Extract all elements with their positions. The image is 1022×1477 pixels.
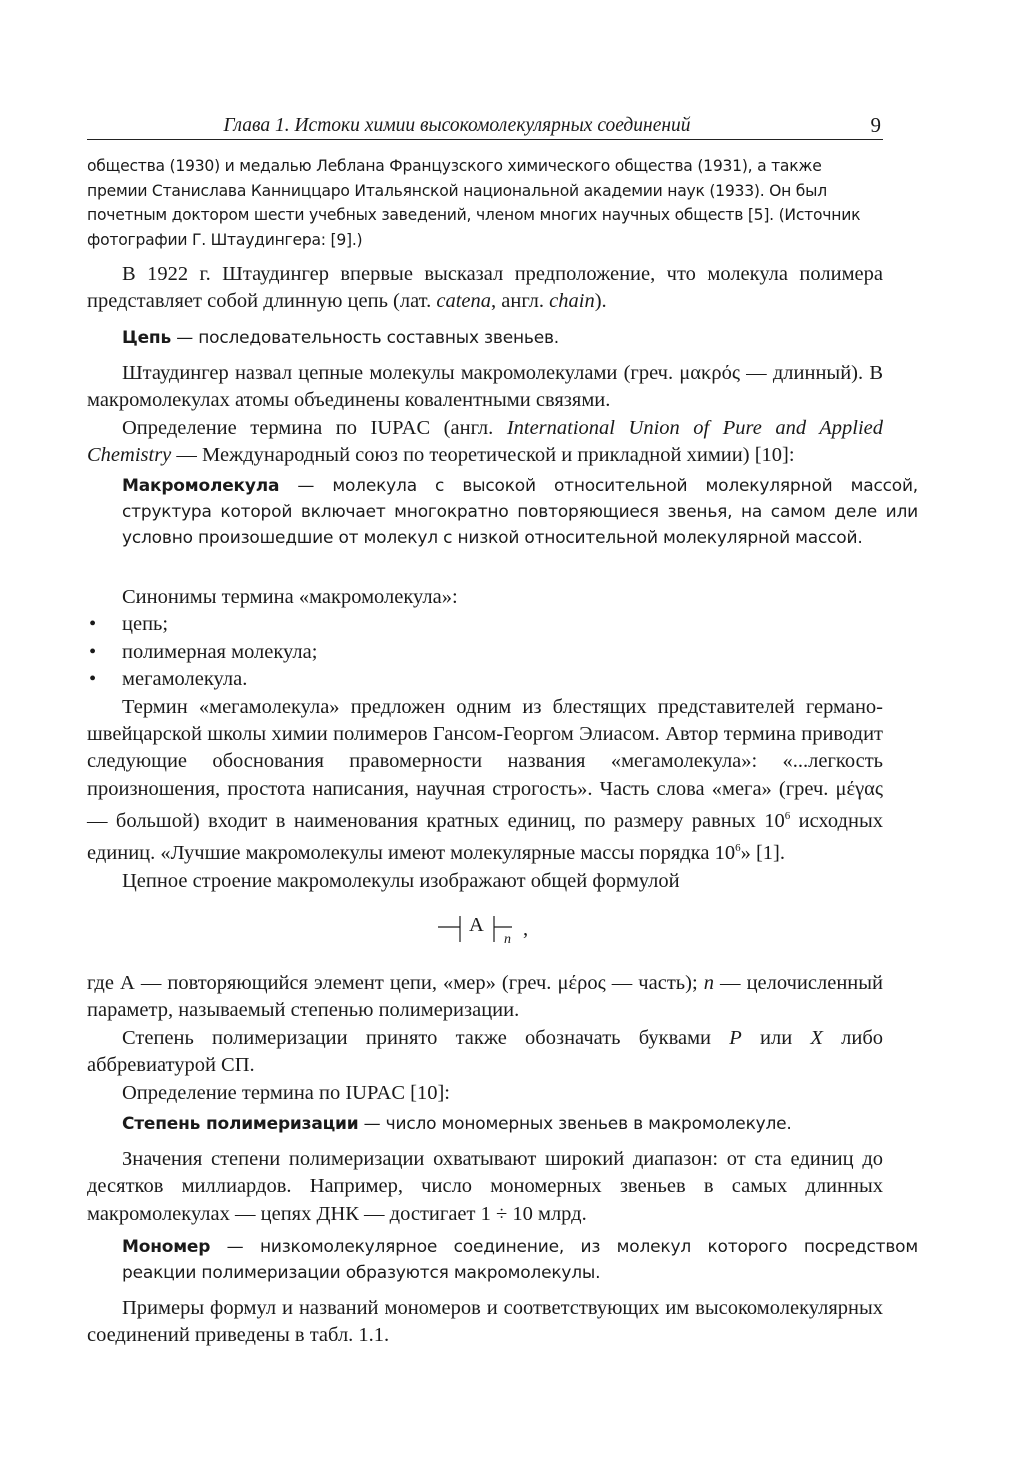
synonyms-list [87,611,883,693]
caption-line: общества (1930) и медалью Леблана Французского химического общества (1931), а также [87,157,822,175]
paragraph-5: Цепное строение макромолекулы изображают общей формулой [122,869,680,892]
formula-unit: A [469,914,484,936]
definition-chain: Цепь — последовательность составных звеньев. [122,328,559,348]
paragraph-1: В 1922 г. Штаудингер впервые высказал предположение, что молекула полимера представляет собой длинную цепь (лат. catena, англ. chain). [87,263,883,313]
term: Мономер [122,1237,211,1257]
definition-monomer: Мономер — низкомолекулярное соединение, из молекул которого посредством реакции полимеризации образуются макромолекулы. [122,1237,918,1283]
list-item: • цепь; [87,611,883,638]
bullet-icon: • [89,668,97,691]
formula-brackets [438,912,558,952]
running-header [87,113,883,140]
paragraph-10: Примеры формул и названий мономеров и соответствующих им высокомолекулярных соединений приведены в табл. 1.1. [87,1297,883,1347]
term: Макромолекула [122,476,280,496]
caption-line: почетным доктором шести учебных заведений, членом многих научных обществ [5]. (Источник [87,206,861,224]
paragraph-7: Степень полимеризации принято также обозначать буквами P или X либо аббревиатурой СП. [87,1026,884,1077]
page-number: 9 [870,113,881,137]
synonyms-intro: Синонимы термина «макромолекула»: [122,586,458,608]
paragraph-8: Определение термина по IUPAC [10]: [122,1081,450,1104]
paragraph-2: Штаудингер назвал цепные молекулы макромолекулами (греч. μακρός — длинный). В макромолекулах атомы объединены ковалентными связями. Определение термина по IUPAC (англ. International Union of Pure and Applied Chemistry — Международный союз по теоретической и прикладной химии) [10]: [87,360,883,470]
list-item: • полимерная молекула; [87,639,883,666]
term: Степень полимеризации [122,1114,359,1134]
photo-caption-continuation [87,154,883,252]
caption-line: премии Станислава Канниццаро Итальянской национальной академии наук (1933). Он был [87,181,827,200]
list-item: • мегамолекула. [87,666,883,693]
paragraph-3: Определение термина по IUPAC (англ. International Union of Pure and Applied Chemistry — Международный союз по теоретической и прикладной химии) [10]: [87,416,883,467]
synonyms-block [87,584,883,895]
bullet-icon: • [89,613,97,636]
caption-line: фотографии Г. Штаудингера: [9].) [87,230,363,249]
paragraph-9: Значения степени полимеризации охватывают широкий диапазон: от ста единиц до десятков миллиардов. Например, число мономерных звеньев в самых длинных макромолекулах — цепях ДНК — достигает 1 ÷ 10 млрд. [87,1148,883,1225]
chain-formula [438,912,558,952]
definition-macromolecule: Макромолекула — молекула с высокой относительной молекулярной массой, структура которой включает многократно повторяющиеся звенья, на самом деле или условно произошедшие от молекул с низкой относительной молекулярной массой. [122,476,918,548]
bullet-icon: • [89,640,97,663]
formula-subscript: n [504,932,511,947]
paragraph-4: Термин «мегамолекула» предложен одним из блестящих представителей германо-швейцарской школы химии полимеров Гансом-Георгом Элиасом. Автор термина приводит следующие обоснования правомерности названия «мегамолекула»: «...легкость произношения, простота написания, научная строгость». Часть слова «мега» (греч. μέγας — большой) входит в наименования кратных единиц, по размеру равных $10^6$ исходных единиц. «Лучшие макромолекулы имеют молекулярные массы порядка $10^6$» [1]. [87,695,883,865]
term: Цепь [122,328,171,348]
paragraph-6: где А — повторяющийся элемент цепи, «мер» (греч. μέρος — часть); n — целочисленный параметр, называемый степенью полимеризации. Степень полимеризации принято также обозначать буквами P или X либо аббревиатурой СП. Определение термина по IUPAC [10]: [87,970,883,1107]
formula-comma: , [523,918,529,940]
definition-degree-polymerization: Степень полимеризации — число мономерных звеньев в макромолекуле. [122,1114,792,1134]
running-title: Глава 1. Истоки химии высокомолекулярных соединений [223,115,691,136]
